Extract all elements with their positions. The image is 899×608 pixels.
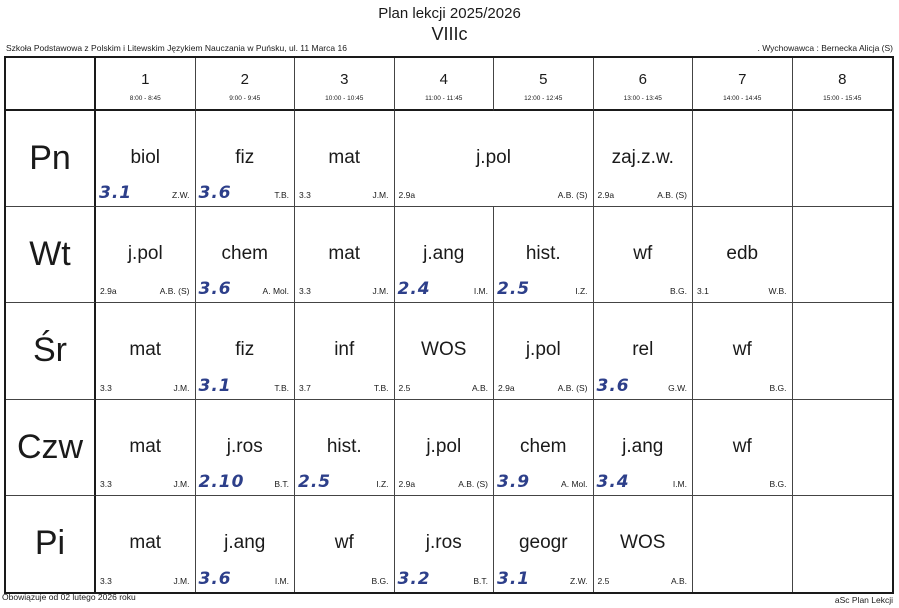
- period-number: 8: [838, 71, 847, 88]
- lesson-room: 3.3: [100, 382, 112, 393]
- empty-lesson-cell: [793, 207, 893, 303]
- lesson-cell: [693, 400, 793, 496]
- period-header: [494, 58, 594, 111]
- empty-lesson-cell: [693, 111, 793, 207]
- lesson-subject: mat: [129, 435, 162, 457]
- lesson-cell: [395, 496, 495, 592]
- lesson-subject: j.pol: [127, 243, 163, 265]
- lesson-subject: hist.: [525, 243, 561, 265]
- handwritten-room: 3.2: [397, 568, 431, 589]
- lesson-cell: [96, 207, 196, 303]
- lesson-subject: wf: [732, 339, 752, 361]
- lesson-subject: inf: [334, 339, 355, 361]
- handwritten-room: 3.6: [198, 183, 232, 204]
- period-time: 8:00 - 8:45: [129, 95, 161, 102]
- lesson-subject: mat: [129, 339, 162, 361]
- lesson-subject: zaj.z.w.: [611, 147, 674, 168]
- page-title: Plan lekcji 2025/2026: [378, 5, 521, 22]
- period-header: [295, 58, 395, 111]
- period-header: [96, 58, 196, 111]
- day-label: Śr: [6, 303, 96, 399]
- lesson-cell: [295, 303, 395, 399]
- lesson-subject: wf: [633, 243, 653, 265]
- lesson-cell: [494, 207, 594, 303]
- lesson-cell: [594, 496, 694, 592]
- lesson-subject: rel: [632, 339, 654, 361]
- lesson-subject: mat: [129, 531, 162, 553]
- lesson-cell: [594, 400, 694, 496]
- lesson-cell: [196, 400, 296, 496]
- lesson-cell: [196, 303, 296, 399]
- day-label: Wt: [6, 207, 96, 303]
- lesson-room: 2.9a: [398, 190, 416, 201]
- lesson-subject: edb: [726, 243, 759, 265]
- lesson-teacher: A.B.: [670, 575, 687, 586]
- period-header: [793, 58, 893, 111]
- lesson-subject: j.ros: [425, 531, 462, 553]
- period-number: 7: [738, 71, 747, 88]
- lesson-teacher: I.M.: [473, 286, 488, 297]
- lesson-teacher: J.M.: [173, 382, 190, 393]
- lesson-cell: [295, 496, 395, 592]
- lesson-teacher: T.B.: [274, 190, 289, 201]
- period-time: 14:00 - 14:45: [723, 95, 762, 102]
- lesson-teacher: A.B. (S): [557, 190, 588, 201]
- lesson-room: 3.3: [299, 286, 311, 297]
- lesson-teacher: J.M.: [173, 478, 190, 489]
- lesson-subject: geogr: [518, 531, 568, 553]
- school-name: Szkoła Podstawowa z Polskim i Litewskim Językiem Nauczania w Puńsku, ul. 11 Marca 16: [6, 43, 347, 53]
- lesson-cell: [295, 400, 395, 496]
- period-number: 3: [340, 71, 349, 88]
- lesson-teacher: A. Mol.: [561, 478, 588, 489]
- lesson-subject: j.pol: [426, 435, 462, 457]
- lesson-room: 3.7: [299, 382, 311, 393]
- lesson-subject: fiz: [235, 147, 255, 168]
- lesson-teacher: A.B.: [471, 382, 488, 393]
- lesson-cell: [196, 207, 296, 303]
- lesson-teacher: J.M.: [173, 575, 190, 586]
- lesson-teacher: B.G.: [669, 286, 687, 297]
- lesson-cell: [395, 303, 495, 399]
- lesson-teacher: A.B. (S): [657, 190, 687, 201]
- handwritten-room: 2.5: [497, 279, 531, 300]
- lesson-cell: [96, 496, 196, 592]
- lesson-cell: [295, 111, 395, 207]
- lesson-cell: [295, 207, 395, 303]
- lesson-teacher: B.G.: [769, 382, 787, 393]
- period-header: [693, 58, 793, 111]
- lesson-teacher: B.T.: [473, 575, 488, 586]
- lesson-subject: mat: [328, 243, 361, 265]
- period-number: 1: [141, 71, 150, 88]
- lesson-teacher: W.B.: [768, 286, 787, 297]
- lesson-teacher: G.W.: [668, 382, 687, 393]
- period-number: 2: [240, 71, 249, 88]
- lesson-teacher: A.B. (S): [159, 286, 190, 297]
- lesson-teacher: J.M.: [372, 190, 389, 201]
- lesson-teacher: B.G.: [371, 575, 389, 586]
- lesson-subject: hist.: [326, 435, 362, 457]
- lesson-room: 3.3: [100, 575, 112, 586]
- lesson-teacher: A.B. (S): [458, 478, 488, 489]
- lesson-subject: chem: [221, 243, 268, 265]
- lesson-cell: [494, 400, 594, 496]
- lesson-subject: fiz: [235, 339, 255, 361]
- lesson-cell: [196, 111, 296, 207]
- empty-lesson-cell: [693, 496, 793, 592]
- lesson-cell: [594, 303, 694, 399]
- handwritten-room: 3.1: [497, 568, 531, 589]
- lesson-cell: [96, 400, 196, 496]
- period-time: 13:00 - 13:45: [623, 95, 662, 102]
- lesson-teacher: B.G.: [769, 478, 787, 489]
- lesson-cell: [96, 303, 196, 399]
- lesson-cell: [594, 207, 694, 303]
- lesson-room: 3.3: [299, 190, 311, 201]
- lesson-cell: [395, 400, 495, 496]
- lesson-room: 3.1: [697, 286, 709, 297]
- lesson-teacher: J.M.: [372, 286, 389, 297]
- lesson-subject: j.ang: [622, 435, 664, 457]
- lesson-subject: biol: [130, 147, 161, 168]
- empty-lesson-cell: [793, 496, 893, 592]
- valid-from-note: Obowiązuje od 02 lutego 2026 roku: [2, 592, 136, 602]
- lesson-cell: [96, 111, 196, 207]
- lesson-teacher: Z.W.: [570, 575, 588, 586]
- handwritten-room: 3.6: [198, 279, 232, 300]
- lesson-room: 3.3: [100, 478, 112, 489]
- lesson-cell: [494, 303, 594, 399]
- lesson-cell: [395, 207, 495, 303]
- lesson-cell: [196, 496, 296, 592]
- period-number: 5: [539, 71, 548, 88]
- lesson-teacher: A. Mol.: [262, 286, 289, 297]
- lesson-room: 2.9a: [398, 478, 416, 489]
- lesson-subject: wf: [732, 435, 752, 457]
- lesson-subject: WOS: [421, 339, 467, 361]
- lesson-subject: j.ang: [224, 531, 266, 553]
- handwritten-room: 3.1: [198, 375, 232, 396]
- handwritten-room: 3.6: [198, 568, 232, 589]
- lesson-subject: mat: [328, 147, 361, 168]
- empty-lesson-cell: [793, 400, 893, 496]
- period-time: 15:00 - 15:45: [823, 95, 862, 102]
- lesson-cell: [494, 496, 594, 592]
- lesson-subject: j.pol: [525, 339, 561, 361]
- period-time: 10:00 - 10:45: [325, 95, 364, 102]
- handwritten-room: 3.1: [99, 183, 133, 204]
- handwritten-room: 2.5: [298, 471, 332, 492]
- day-label: Pn: [6, 111, 96, 207]
- lesson-room: 2.9a: [498, 382, 515, 393]
- timetable-grid: [4, 56, 894, 594]
- lesson-subject: WOS: [620, 531, 666, 553]
- lesson-subject: wf: [334, 531, 354, 553]
- lesson-room: 2.9a: [597, 190, 615, 201]
- lesson-cell: [594, 111, 694, 207]
- period-time: 9:00 - 9:45: [229, 95, 261, 102]
- lesson-teacher: I.M.: [274, 575, 289, 586]
- handwritten-room: 2.10: [198, 471, 245, 492]
- lesson-room: 2.5: [398, 382, 411, 393]
- handwritten-room: 3.6: [596, 375, 630, 396]
- lesson-room: 2.9a: [100, 286, 117, 297]
- lesson-subject: chem: [520, 435, 567, 457]
- day-label: Pi: [6, 496, 96, 592]
- corner-cell: [6, 58, 96, 111]
- lesson-subject: j.ang: [423, 243, 465, 265]
- lesson-teacher: I.Z.: [575, 286, 588, 297]
- period-time: 12:00 - 12:45: [524, 95, 563, 102]
- lesson-cell: [395, 111, 594, 207]
- period-time: 11:00 - 11:45: [425, 95, 463, 102]
- period-header: [395, 58, 495, 111]
- lesson-teacher: I.Z.: [376, 478, 389, 489]
- lesson-teacher: T.B.: [373, 382, 389, 393]
- handwritten-room: 2.4: [397, 279, 431, 300]
- lesson-teacher: Z.W.: [172, 190, 190, 201]
- handwritten-room: 3.4: [596, 471, 630, 492]
- lesson-teacher: I.M.: [672, 478, 687, 489]
- lesson-teacher: T.B.: [274, 382, 289, 393]
- lesson-cell: [693, 207, 793, 303]
- empty-lesson-cell: [793, 303, 893, 399]
- handwritten-room: 3.9: [497, 471, 531, 492]
- lesson-subject: j.pol: [476, 147, 511, 168]
- class-name: VIIIc: [431, 24, 468, 44]
- period-number: 4: [439, 71, 448, 88]
- lesson-subject: j.ros: [226, 435, 263, 457]
- software-credit: aSc Plan Lekcji: [834, 595, 893, 605]
- period-header: [594, 58, 694, 111]
- lesson-room: 2.5: [597, 575, 610, 586]
- empty-lesson-cell: [793, 111, 893, 207]
- period-number: 6: [638, 71, 647, 88]
- lesson-cell: [693, 303, 793, 399]
- lesson-teacher: B.T.: [274, 478, 289, 489]
- period-header: [196, 58, 296, 111]
- class-teacher: . Wychowawca : Bernecka Alicja (S): [757, 43, 893, 53]
- day-label: Czw: [6, 400, 96, 496]
- lesson-teacher: A.B. (S): [557, 382, 588, 393]
